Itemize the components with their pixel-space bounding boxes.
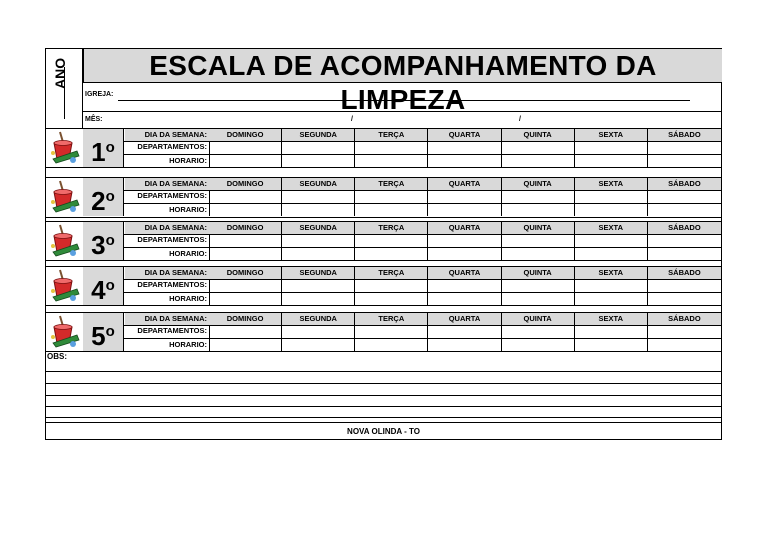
week-number: 4$^o$ (83, 267, 124, 305)
date-separator: / (519, 116, 521, 123)
schedule-cell[interactable] (575, 338, 647, 352)
department-cell[interactable] (209, 279, 281, 292)
schedule-cell[interactable] (575, 154, 647, 168)
day-column (502, 129, 575, 167)
days-grid (209, 313, 721, 351)
day-header: QUINTA (502, 222, 574, 235)
schedule-cell[interactable] (428, 292, 500, 306)
schedule-cell[interactable] (209, 247, 281, 261)
row-labels (123, 267, 210, 305)
department-cell[interactable] (355, 141, 427, 154)
departments-label: DEPARTAMENTOS: (137, 235, 207, 244)
department-cell[interactable] (355, 190, 427, 203)
day-header: QUARTA (428, 313, 500, 326)
day-header: TERÇA (355, 178, 427, 191)
day-column (502, 178, 575, 216)
schedule-cell[interactable] (428, 154, 500, 168)
day-column (355, 313, 428, 351)
week-block-5 (46, 313, 721, 351)
schedule-label: HORARIO: (169, 205, 207, 214)
department-cell[interactable] (282, 325, 354, 338)
department-cell[interactable] (648, 234, 721, 247)
department-cell[interactable] (355, 325, 427, 338)
department-cell[interactable] (575, 279, 647, 292)
department-cell[interactable] (502, 234, 574, 247)
day-column (575, 129, 648, 167)
day-header: SEGUNDA (282, 267, 354, 280)
cleaning-bucket-icon (46, 129, 84, 167)
day-header: SEXTA (575, 267, 647, 280)
day-column (209, 129, 282, 167)
cleaning-bucket-icon (46, 313, 84, 351)
schedule-cell[interactable] (209, 154, 281, 168)
schedule-cell[interactable] (502, 247, 574, 261)
day-column (355, 129, 428, 167)
department-cell[interactable] (502, 141, 574, 154)
department-cell[interactable] (502, 325, 574, 338)
day-of-week-label: DIA DA SEMANA: (125, 178, 209, 190)
day-header: TERÇA (355, 267, 427, 280)
year-cell (46, 49, 83, 129)
day-header: QUARTA (428, 129, 500, 142)
schedule-cell[interactable] (282, 154, 354, 168)
department-cell[interactable] (209, 141, 281, 154)
year-label: ANO (52, 57, 68, 89)
schedule-cell[interactable] (282, 247, 354, 261)
week-number: 2$^o$ (83, 178, 124, 216)
days-grid (209, 267, 721, 305)
department-cell[interactable] (575, 190, 647, 203)
day-column (282, 313, 355, 351)
obs-line[interactable] (46, 417, 721, 418)
page-title: ESCALA DE ACOMPANHAMENTO DA LIMPEZA (83, 49, 722, 83)
schedule-cell[interactable] (355, 154, 427, 168)
schedule-cell[interactable] (648, 292, 721, 306)
obs-line[interactable] (46, 383, 721, 384)
day-header: SÁBADO (648, 129, 721, 142)
department-cell[interactable] (648, 279, 721, 292)
department-cell[interactable] (575, 141, 647, 154)
day-header: SEXTA (575, 129, 647, 142)
department-cell[interactable] (428, 325, 500, 338)
obs-line[interactable] (46, 395, 721, 396)
schedule-cell[interactable] (575, 292, 647, 306)
schedule-cell[interactable] (428, 338, 500, 352)
day-header: SÁBADO (648, 222, 721, 235)
day-column (209, 313, 282, 351)
day-column (648, 129, 721, 167)
cleaning-schedule-sheet (45, 48, 722, 440)
day-column (648, 222, 721, 260)
day-column (282, 129, 355, 167)
schedule-cell[interactable] (282, 292, 354, 306)
schedule-cell[interactable] (209, 338, 281, 352)
schedule-cell[interactable] (282, 338, 354, 352)
day-header: DOMINGO (209, 267, 281, 280)
day-column (209, 222, 282, 260)
schedule-label: HORARIO: (169, 249, 207, 258)
department-cell[interactable] (209, 325, 281, 338)
day-header: SEGUNDA (282, 129, 354, 142)
department-cell[interactable] (502, 190, 574, 203)
departments-label: DEPARTAMENTOS: (137, 191, 207, 200)
day-column (282, 178, 355, 216)
cleaning-bucket-icon (46, 267, 84, 305)
schedule-cell[interactable] (355, 247, 427, 261)
schedule-cell[interactable] (209, 203, 281, 217)
departments-label: DEPARTAMENTOS: (137, 280, 207, 289)
schedule-cell[interactable] (502, 292, 574, 306)
schedule-label: HORARIO: (169, 294, 207, 303)
schedule-cell[interactable] (575, 203, 647, 217)
schedule-cell[interactable] (648, 247, 721, 261)
day-header: DOMINGO (209, 222, 281, 235)
day-header: TERÇA (355, 222, 427, 235)
day-of-week-label: DIA DA SEMANA: (125, 222, 209, 234)
week-block-3 (46, 222, 721, 260)
day-header: QUINTA (502, 267, 574, 280)
cleaning-bucket-icon (46, 178, 84, 216)
day-header: QUINTA (502, 129, 574, 142)
days-grid (209, 178, 721, 216)
schedule-cell[interactable] (282, 203, 354, 217)
week-number: 3$^o$ (83, 222, 124, 260)
department-cell[interactable] (209, 190, 281, 203)
department-cell[interactable] (502, 279, 574, 292)
day-column (428, 222, 501, 260)
day-column (648, 267, 721, 305)
department-cell[interactable] (575, 325, 647, 338)
obs-line[interactable] (46, 406, 721, 407)
schedule-cell[interactable] (502, 203, 574, 217)
obs-label: OBS: (47, 352, 67, 361)
day-header: SEGUNDA (282, 222, 354, 235)
schedule-cell[interactable] (355, 338, 427, 352)
day-header: SEXTA (575, 313, 647, 326)
schedule-cell[interactable] (502, 338, 574, 352)
day-column (428, 267, 501, 305)
obs-line[interactable] (46, 371, 721, 372)
day-header: SEGUNDA (282, 178, 354, 191)
department-cell[interactable] (648, 190, 721, 203)
day-of-week-label: DIA DA SEMANA: (125, 129, 209, 141)
schedule-cell[interactable] (355, 203, 427, 217)
schedule-cell[interactable] (428, 247, 500, 261)
department-cell[interactable] (648, 141, 721, 154)
schedule-label: HORARIO: (169, 156, 207, 165)
cleaning-bucket-icon (46, 222, 84, 260)
day-column (575, 313, 648, 351)
week-block-2 (46, 178, 721, 216)
day-column (428, 129, 501, 167)
day-column (209, 178, 282, 216)
row-labels (123, 313, 210, 351)
day-column (575, 178, 648, 216)
day-column (355, 267, 428, 305)
schedule-cell[interactable] (428, 203, 500, 217)
day-header: SÁBADO (648, 267, 721, 280)
church-field-line[interactable] (118, 100, 690, 101)
week-number: 5$^o$ (83, 313, 124, 351)
week-number: 1$^o$ (83, 129, 124, 167)
footer-location: NOVA OLINDA - TO (347, 427, 420, 436)
day-header: SEXTA (575, 178, 647, 191)
day-header: QUINTA (502, 313, 574, 326)
day-column (502, 313, 575, 351)
day-header: DOMINGO (209, 313, 281, 326)
department-cell[interactable] (282, 190, 354, 203)
row-labels (123, 129, 210, 167)
day-header: TERÇA (355, 313, 427, 326)
department-cell[interactable] (355, 279, 427, 292)
church-label: IGREJA: (85, 91, 114, 98)
date-separator: / (351, 116, 353, 123)
department-cell[interactable] (282, 141, 354, 154)
day-column (575, 222, 648, 260)
department-cell[interactable] (648, 325, 721, 338)
day-header: QUARTA (428, 178, 500, 191)
day-of-week-label: DIA DA SEMANA: (125, 313, 209, 325)
week-block-1 (46, 129, 721, 167)
day-header: SEXTA (575, 222, 647, 235)
day-of-week-label: DIA DA SEMANA: (125, 267, 209, 279)
day-header: DOMINGO (209, 178, 281, 191)
day-header: TERÇA (355, 129, 427, 142)
days-grid (209, 222, 721, 260)
day-column (502, 222, 575, 260)
schedule-cell[interactable] (575, 247, 647, 261)
department-cell[interactable] (209, 234, 281, 247)
department-cell[interactable] (428, 190, 500, 203)
day-column (648, 313, 721, 351)
schedule-cell[interactable] (209, 292, 281, 306)
day-column (209, 267, 282, 305)
schedule-cell[interactable] (502, 154, 574, 168)
day-column (502, 267, 575, 305)
month-label: MÊS: (85, 116, 103, 123)
department-cell[interactable] (428, 141, 500, 154)
schedule-cell[interactable] (648, 203, 721, 217)
schedule-label: HORARIO: (169, 340, 207, 349)
day-column (648, 178, 721, 216)
schedule-cell[interactable] (648, 154, 721, 168)
day-column (282, 222, 355, 260)
schedule-cell[interactable] (355, 292, 427, 306)
day-column (428, 313, 501, 351)
day-header: QUINTA (502, 178, 574, 191)
departments-label: DEPARTAMENTOS: (137, 326, 207, 335)
days-grid (209, 129, 721, 167)
department-cell[interactable] (282, 279, 354, 292)
department-cell[interactable] (575, 234, 647, 247)
day-header: QUARTA (428, 267, 500, 280)
day-column (282, 267, 355, 305)
department-cell[interactable] (428, 279, 500, 292)
day-header: SEGUNDA (282, 313, 354, 326)
day-column (428, 178, 501, 216)
row-labels (123, 178, 210, 216)
week-block-4 (46, 267, 721, 305)
day-column (355, 222, 428, 260)
day-header: QUARTA (428, 222, 500, 235)
day-column (355, 178, 428, 216)
schedule-cell[interactable] (648, 338, 721, 352)
departments-label: DEPARTAMENTOS: (137, 142, 207, 151)
row-labels (123, 222, 210, 260)
day-header: SÁBADO (648, 313, 721, 326)
day-column (575, 267, 648, 305)
department-cell[interactable] (428, 234, 500, 247)
day-header: SÁBADO (648, 178, 721, 191)
day-header: DOMINGO (209, 129, 281, 142)
department-cell[interactable] (282, 234, 354, 247)
department-cell[interactable] (355, 234, 427, 247)
